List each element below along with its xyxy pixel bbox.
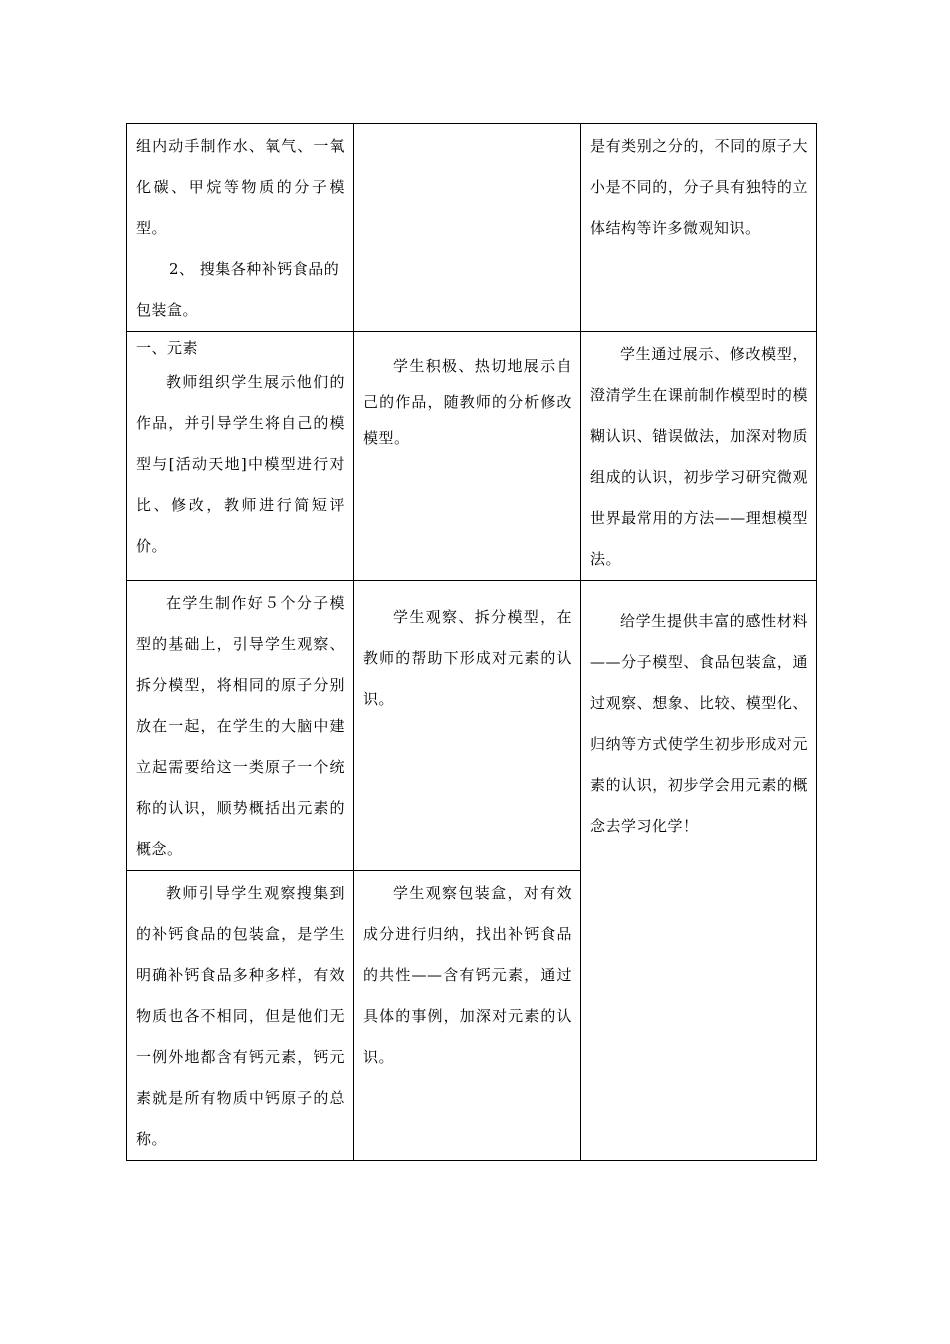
cell-paragraph: 学生观察包装盒，对有效成分进行归纳，找出补钙食品的共性——含有钙元素，通过具体的事例，加深对元素的认识。 — [363, 884, 572, 1066]
cell-paragraph: 学生观察、拆分模型，在教师的帮助下形成对元素的认识。 — [363, 608, 572, 708]
table-row — [127, 124, 817, 332]
table-row — [127, 581, 817, 871]
cell-paragraph: 学生通过展示、修改模型，澄清学生在课前制作模型时的模糊认识、错误做法，加深对物质组成的认识，初步学习研究微观世界最常用的方法——理想模型法。 — [590, 345, 808, 568]
table-cell — [127, 124, 354, 332]
table-cell — [581, 332, 817, 581]
cell-paragraph: 教师引导学生观察搜集到的补钙食品的包装盒，是学生明确补钙食品多种多样，有效物质也各不相同，但是他们无一例外地都含有钙元素，钙元素就是所有物质中钙原子的总称。 — [136, 884, 345, 1148]
table-row — [127, 332, 817, 581]
table-cell — [127, 581, 354, 871]
cell-paragraph: 在学生制作好５个分子模型的基础上，引导学生观察、拆分模型，将相同的原子分别放在一起，在学生的大脑中建立起需要给这一类原子一个统称的认识，顺势概括出元素的概念。 — [136, 594, 345, 858]
cell-paragraph: 是有类别之分的，不同的原子大小是不同的，分子具有独特的立体结构等许多微观知识。 — [590, 137, 808, 237]
table-cell — [354, 124, 581, 332]
table-cell — [354, 332, 581, 581]
table-cell — [354, 871, 581, 1161]
table-cell — [581, 581, 817, 1161]
cell-paragraph: 2、 搜集各种补钙食品的包装盒。 — [136, 260, 340, 319]
table-cell — [127, 871, 354, 1161]
lesson-plan-table — [126, 123, 817, 1161]
cell-paragraph: 学生积极、热切地展示自己的作品，随教师的分析修改模型。 — [363, 357, 572, 447]
section-heading: 一、元素 — [136, 339, 199, 357]
table-cell — [581, 124, 817, 332]
table-cell — [127, 332, 354, 581]
cell-paragraph: 教师组织学生展示他们的作品，并引导学生将自己的模型与[活动天地]中模型进行对比、修改，教师进行简短评价。 — [136, 373, 345, 555]
cell-paragraph: 给学生提供丰富的感性材料——分子模型、食品包装盒，通过观察、想象、比较、模型化、归纳等方式使学生初步形成对元素的认识，初步学会用元素的概念去学习化学！ — [590, 612, 808, 835]
cell-paragraph: 组内动手制作水、氧气、一氧化碳、甲烷等物质的分子模型。 — [136, 137, 345, 237]
table-cell — [354, 581, 581, 871]
